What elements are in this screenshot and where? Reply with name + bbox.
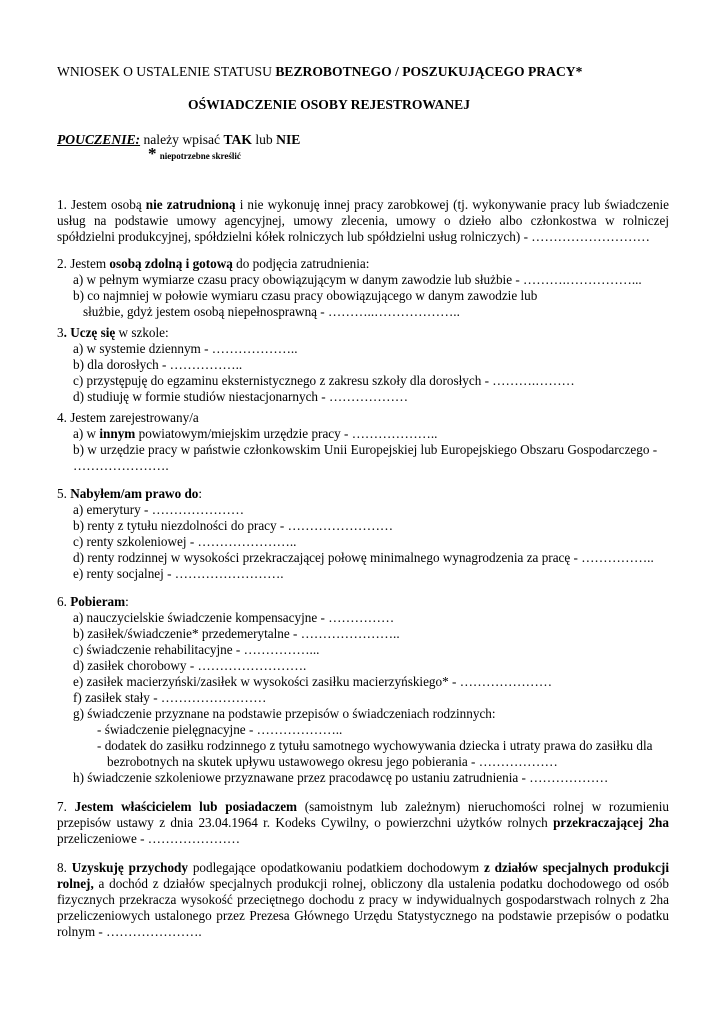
s8-line-5: rolnym - …………………. [57, 924, 202, 939]
s3-head [57, 325, 169, 341]
s8-line-3: fizycznych przekracza wysokość przeciętnego dochodu z pracy w indywidualnych gospodarstwach rolnych z 2ha [57, 892, 669, 907]
s8-bold3: rolnej, [57, 876, 94, 891]
form-title [57, 64, 582, 80]
s8-l2: a dochód z działów specjalnych produkcji rolnej, obliczony dla ustalenia podatku dochodowego od osób [93, 876, 669, 891]
s7-bold: Jestem właścicielem lub posiadaczem [74, 799, 298, 814]
s2-b1: b) co najmniej w połowie wymiaru czasu pracy obowiązującego w danym zawodzie lub [73, 288, 538, 303]
s5-b: b) renty z tytułu niezdolności do pracy - …………………… [73, 518, 394, 533]
s3-post: w szkole: [115, 325, 169, 340]
s6-b: b) zasiłek/świadczenie* przedemerytalne - ………………….. [73, 626, 400, 641]
s3-c: c) przystępuję do egzaminu eksternistycznego z zakresu szkoły dla dorosłych - ……….……… [73, 373, 575, 388]
s3-num: 3 [57, 325, 64, 340]
s1-line-1 [57, 197, 669, 213]
s4-a-bold: innym [99, 426, 136, 441]
s3-d: d) studiuję w formie studiów niestacjonarnych - ……………… [73, 389, 409, 404]
s7-l2-bold: przekraczającej 2ha [553, 815, 669, 830]
s3-b: b) dla dorosłych - …………….. [73, 357, 243, 372]
s2-pre: 2. Jestem [57, 256, 110, 271]
s1-l1: i nie wykonuję innej pracy zarobkowej (tj. wykonywanie pracy lub świadczenie [235, 197, 669, 212]
footnote [148, 146, 241, 164]
s4-a-post: powiatowym/miejskim urzędzie pracy - ……………….. [135, 426, 438, 441]
s4-head: 4. Jestem zarejestrowany/a [57, 410, 199, 425]
s1-line-3: spółdzielni produkcyjnej, spółdzielni kółek rolniczych lub spółdzielni usług rolniczych) - ……………………… [57, 229, 650, 244]
s7-l1: (samoistnym lub zależnym) nieruchomości rolnej w rozumieniu [297, 799, 669, 814]
s8-l1: podlegające opodatkowaniu podatkiem dochodowym [187, 860, 484, 875]
s5-pre: 5. [57, 486, 71, 501]
s6-a: a) nauczycielskie świadczenie kompensacyjne - …………… [73, 610, 395, 625]
s8-pre: 8. [57, 860, 72, 875]
footnote-text: niepotrzebne skreślić [159, 151, 241, 161]
s1-line-2: usług na podstawie umowy agencyjnej, umowy zlecenia, umowy o dzieło albo członkostwa w rolniczej [57, 213, 669, 228]
s3-dot: . [63, 325, 71, 340]
subtitle-text: OŚWIADCZENIE OSOBY REJESTROWANEJ [188, 97, 471, 112]
s3-a: a) w systemie dziennym - ……………….. [73, 341, 298, 356]
s4-a [73, 426, 437, 442]
s6-head [57, 594, 129, 610]
s6-g2b: bezrobotnych na skutek upływu ustawowego okresu jego pobierania - ……………… [107, 754, 558, 769]
s6-f: f) zasiłek stały - …………………… [73, 690, 267, 705]
instruction-text: należy wpisać [140, 132, 224, 147]
s5-post: : [198, 486, 203, 501]
s6-bold: Pobieram [70, 594, 126, 609]
s3-bold: Uczę się [70, 325, 116, 340]
s8-line-2 [57, 876, 669, 892]
s6-g: g) świadczenie przyznane na podstawie przepisów o świadczeniach rodzinnych: [73, 706, 496, 721]
footnote-star: * [148, 144, 157, 163]
s2-head [57, 256, 369, 272]
s6-post: : [125, 594, 129, 609]
instruction-label: POUCZENIE: [57, 132, 141, 147]
s8-bold2: z działów specjalnych produkcji [483, 860, 669, 875]
s5-c: c) renty szkoleniowej - ………………….. [73, 534, 297, 549]
s2-bold: osobą zdolną i gotową [109, 256, 233, 271]
form-title-plain: WNIOSEK O USTALENIE STATUSU [57, 64, 272, 79]
s7-pre: 7. [57, 799, 75, 814]
lub-word: lub [251, 132, 277, 147]
s7-l2: przepisów ustawy z dnia 23.04.1964 r. Kodeks Cywilny, o powierzchni użytków rolnych [57, 815, 554, 830]
nie-word: NIE [276, 132, 301, 147]
s5-a: a) emerytury - ………………… [73, 502, 245, 517]
s5-e: e) renty socjalnej - ……………………. [73, 566, 284, 581]
s5-head [57, 486, 202, 502]
form-subtitle [188, 97, 470, 113]
s6-h: h) świadczenie szkoleniowe przyznawane przez pracodawcę po ustaniu zatrudnienia - ……………… [73, 770, 609, 785]
s8-bold1: Uzyskuję przychody [71, 860, 188, 875]
s8-line-1 [57, 860, 669, 876]
s8-line-4: przeliczeniowych ustalonego przez Prezesa Głównego Urzędu Statystycznego na podstawie przepisów o podatku [57, 908, 669, 923]
form-title-bold: BEZROBOTNEGO / POSZUKUJĄCEGO PRACY* [275, 64, 583, 79]
s6-d: d) zasiłek chorobowy - ……………………. [73, 658, 307, 673]
s4-a-pre: a) w [73, 426, 100, 441]
s5-bold: Nabyłem/am prawo do [70, 486, 199, 501]
tak-word: TAK [223, 132, 252, 147]
s7-line-2 [57, 815, 669, 831]
s1-bold: nie zatrudnioną [145, 197, 236, 212]
s2-post: do podjęcia zatrudnienia: [232, 256, 370, 271]
s6-e: e) zasiłek macierzyński/zasiłek w wysokości zasiłku macierzyńskiego* - ………………… [73, 674, 553, 689]
s6-pre: 6. [57, 594, 71, 609]
s6-g1: - świadczenie pielęgnacyjne - ……………….. [97, 722, 343, 737]
s7-line-1 [57, 799, 669, 815]
s6-g2a: - dodatek do zasiłku rodzinnego z tytułu samotnego wychowywania dziecka i utraty prawa do zasiłku dla [97, 738, 653, 753]
s6-c: c) świadczenie rehabilitacyjne - ……………... [73, 642, 320, 657]
s5-d: d) renty rodzinnej w wysokości przekraczającej połowę minimalnego wynagrodzenia za pracę - …………….. [73, 550, 654, 565]
s4-b2: …………………. [73, 458, 169, 473]
s7-line-3: przeliczeniowe - ………………… [57, 831, 241, 846]
s2-a: a) w pełnym wymiarze czasu pracy obowiązującym w danym zawodzie lub służbie - ……….……………... [73, 272, 642, 287]
s4-b: b) w urzędzie pracy w państwie członkowskim Unii Europejskiej lub Europejskiego Obszaru Gospodarczego - [73, 442, 658, 457]
s1-pre: 1. Jestem osobą [57, 197, 146, 212]
s2-b2: służbie, gdyż jestem osobą niepełnosprawną - ………..……………….. [83, 304, 460, 319]
